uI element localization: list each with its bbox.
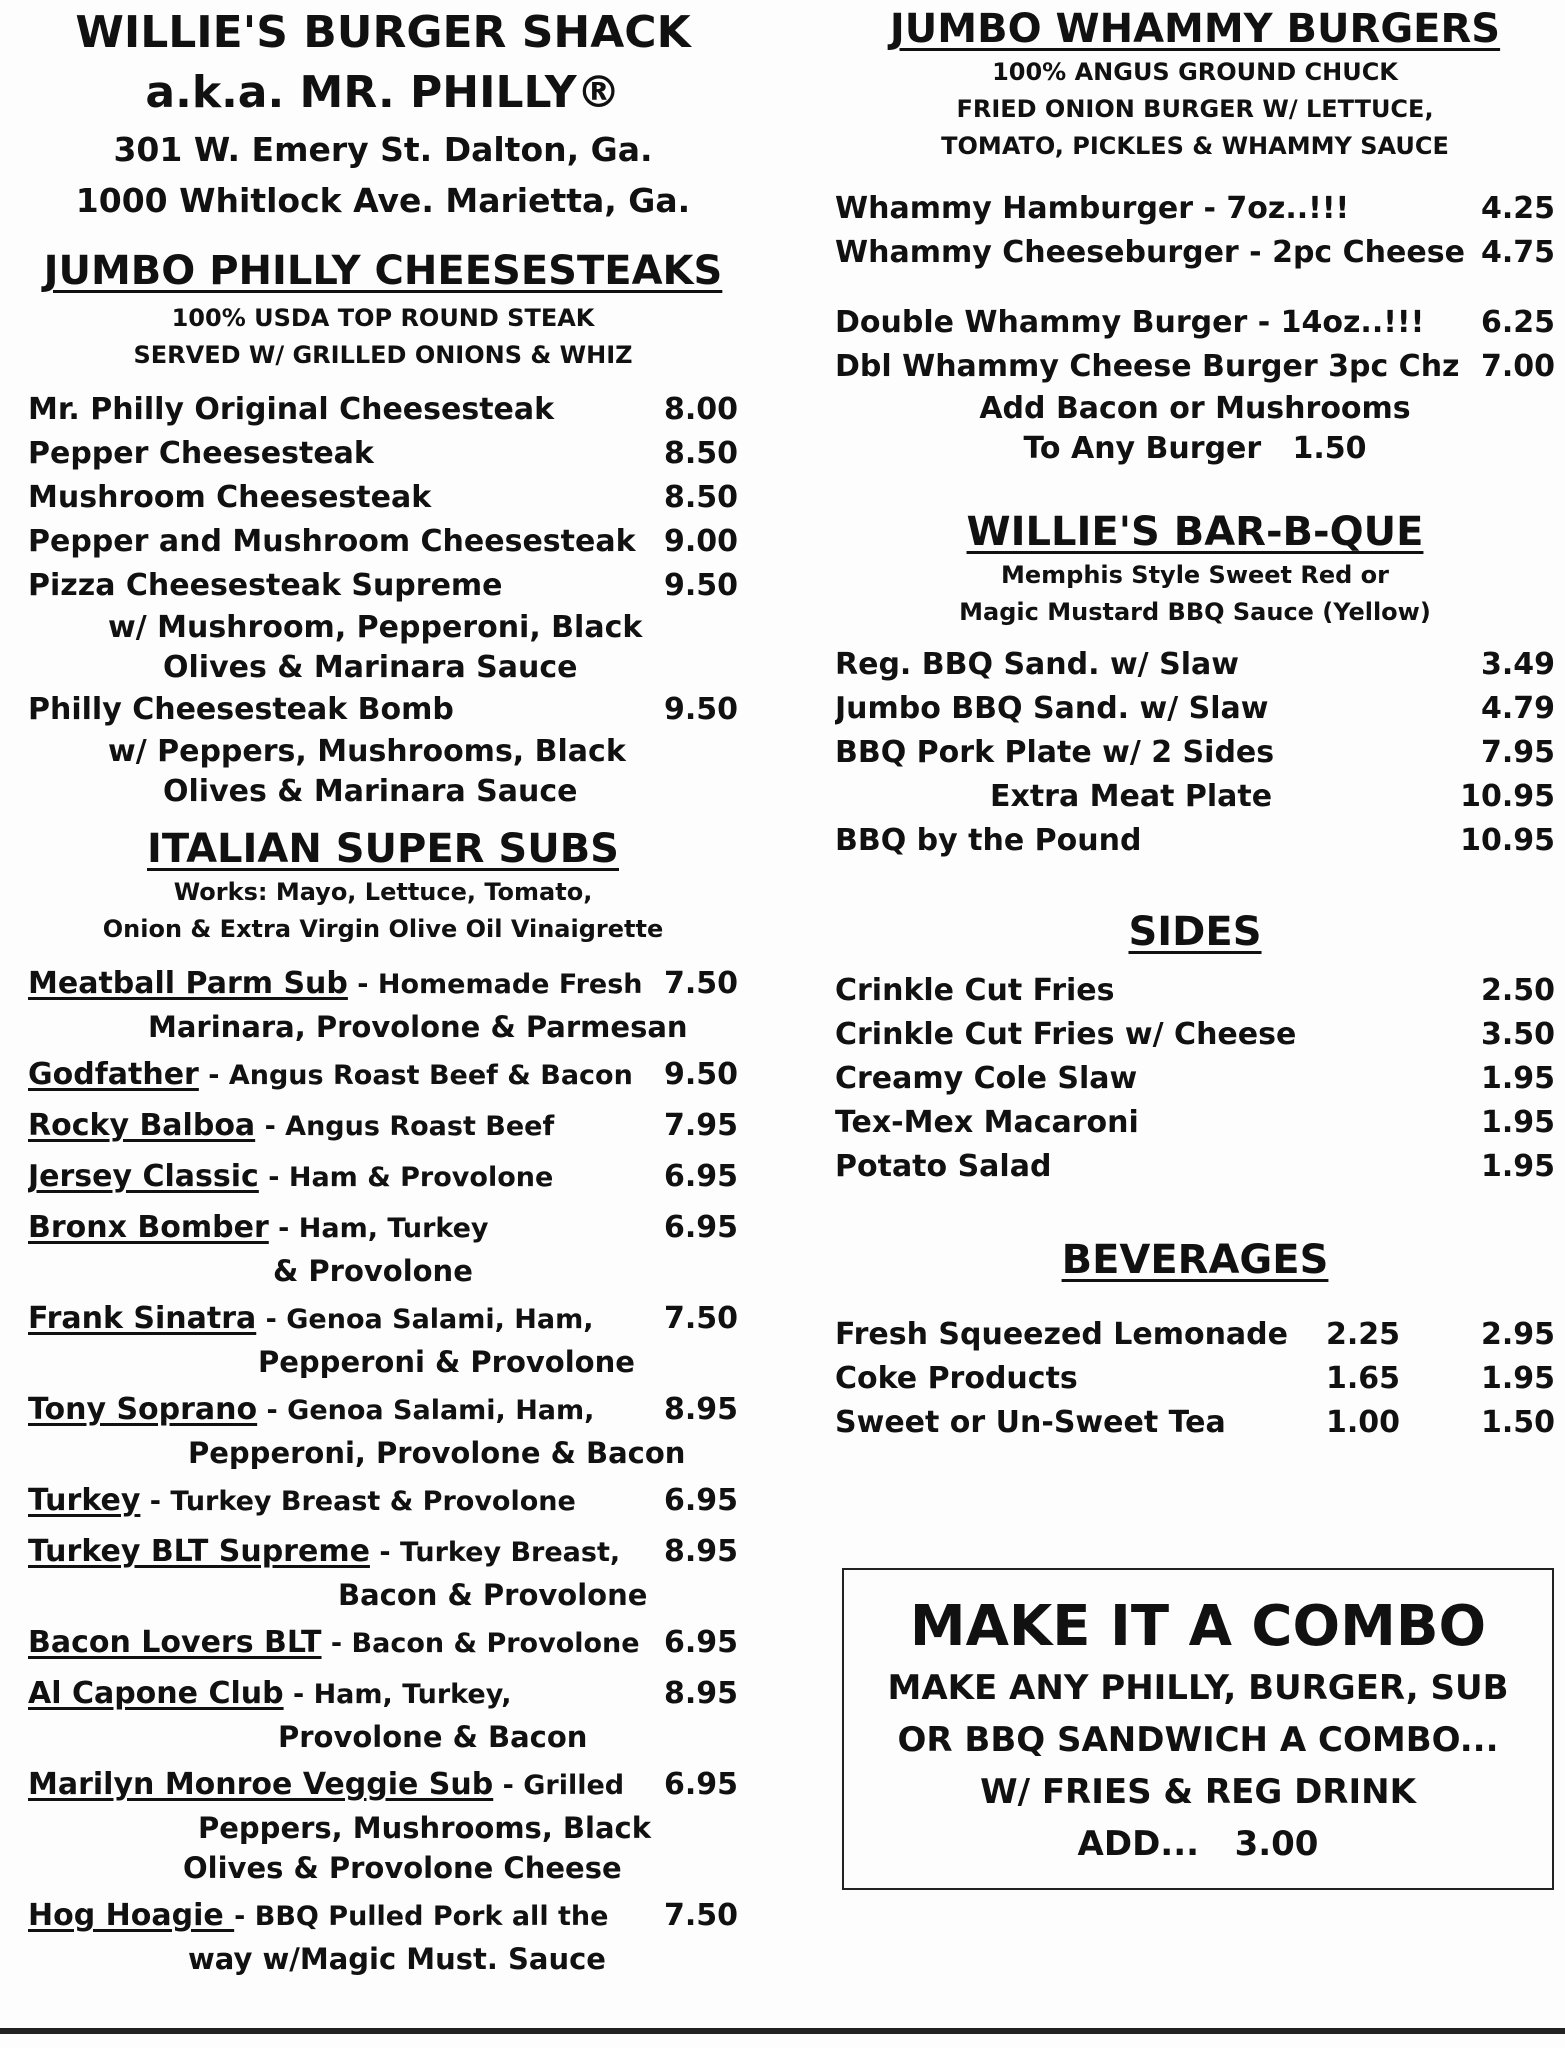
sub-name: Marilyn Monroe Veggie Sub <box>28 1767 494 1802</box>
menu-item: Pepper and Mushroom Cheesesteak 9.00 <box>28 524 738 559</box>
sub-description-continued: way w/Magic Must. Sauce <box>188 1942 606 1976</box>
sub-description-continued: Provolone & Bacon <box>278 1720 588 1754</box>
menu-item <box>28 962 738 1007</box>
sub-name: Al Capone Club <box>28 1676 284 1711</box>
menu-item <box>28 1155 738 1200</box>
sub-name: Bacon Lovers BLT <box>28 1625 322 1660</box>
burger-addon-1: Add Bacon or Mushrooms <box>979 391 1411 426</box>
burgers-subtitle-3: TOMATO, PICKLES & WHAMMY SAUCE <box>941 132 1449 160</box>
sub-description-continued: Pepperoni, Provolone & Bacon <box>188 1436 686 1470</box>
menu-item: Potato Salad 1.95 <box>835 1149 1555 1184</box>
burgers-heading: JUMBO WHAMMY BURGERS <box>889 6 1501 52</box>
menu-item: Reg. BBQ Sand. w/ Slaw 3.49 <box>835 647 1555 682</box>
sub-name: Godfather <box>28 1057 199 1092</box>
sub-description: - Genoa Salami, Ham, <box>257 1395 595 1426</box>
sub-price: 6.95 <box>663 1767 738 1802</box>
sub-name: Hog Hoagie <box>28 1898 235 1933</box>
sub-description: - Homemade Fresh <box>347 969 643 1000</box>
combo-box <box>842 1568 1554 1890</box>
menu-item: Fresh Squeezed Lemonade 2.25 2.95 <box>835 1317 1555 1352</box>
bbq-list <box>835 643 1555 863</box>
menu-item: Whammy Cheeseburger - 2pc Cheese 4.75 <box>835 235 1555 270</box>
address-dalton: 301 W. Emery St. Dalton, Ga. <box>113 130 653 169</box>
sub-name: Turkey BLT Supreme <box>28 1534 370 1569</box>
menu-item: Mushroom Cheesesteak 8.50 <box>28 480 738 515</box>
sub-price: 7.95 <box>663 1108 738 1143</box>
bbq-heading: WILLIE'S BAR-B-QUE <box>966 509 1424 555</box>
sub-description: - Ham, Turkey <box>268 1213 489 1244</box>
menu-item <box>28 1053 738 1098</box>
philly-list <box>28 388 738 812</box>
sub-description-continued: Bacon & Provolone <box>338 1578 648 1612</box>
sub-name: Bronx Bomber <box>28 1210 269 1245</box>
sub-price: 7.50 <box>663 966 738 1001</box>
bbq-subtitle-2: Magic Mustard BBQ Sauce (Yellow) <box>959 598 1431 626</box>
right-column <box>835 0 1555 1445</box>
item-description: w/ Peppers, Mushrooms, Black <box>108 734 626 769</box>
philly-subtitle-2: SERVED W/ GRILLED ONIONS & WHIZ <box>133 341 633 369</box>
sub-price: 6.95 <box>663 1625 738 1660</box>
sides-heading: SIDES <box>1128 909 1262 955</box>
menu-item: Tex-Mex Macaroni 1.95 <box>835 1105 1555 1140</box>
sub-description: - Bacon & Provolone <box>321 1628 640 1659</box>
beverages-list <box>835 1313 1555 1445</box>
sub-name: Frank Sinatra <box>28 1301 257 1336</box>
page-edge-divider <box>0 2028 1565 2034</box>
sub-description: - Turkey Breast & Provolone <box>140 1486 576 1517</box>
menu-item: Mr. Philly Original Cheesesteak 8.00 <box>28 392 738 427</box>
sub-description-continued: Olives & Provolone Cheese <box>183 1851 622 1885</box>
menu-item <box>28 1388 738 1433</box>
sub-description: - BBQ Pulled Pork all the <box>234 1901 609 1932</box>
sub-price: 6.95 <box>663 1159 738 1194</box>
left-column <box>28 0 738 1979</box>
combo-title: MAKE IT A COMBO <box>909 1594 1487 1659</box>
menu-item: BBQ by the Pound 10.95 <box>835 823 1555 858</box>
menu-item: Coke Products 1.65 1.95 <box>835 1361 1555 1396</box>
combo-line-2: OR BBQ SANDWICH A COMBO... <box>897 1720 1499 1760</box>
combo-line-3: W/ FRIES & REG DRINK <box>980 1772 1416 1812</box>
menu-item <box>28 1479 738 1524</box>
item-description: Olives & Marinara Sauce <box>163 774 578 809</box>
sub-description: - Genoa Salami, Ham, <box>256 1304 594 1335</box>
menu-item: Pizza Cheesesteak Supreme 9.50 <box>28 568 738 603</box>
address-marietta: 1000 Whitlock Ave. Marietta, Ga. <box>75 181 691 220</box>
sub-price: 8.95 <box>663 1676 738 1711</box>
sub-description: - Ham & Provolone <box>258 1162 554 1193</box>
sub-name: Rocky Balboa <box>28 1108 256 1143</box>
subs-subtitle-2: Onion & Extra Virgin Olive Oil Vinaigrette <box>102 915 664 943</box>
philly-heading: JUMBO PHILLY CHEESESTEAKS <box>43 248 723 294</box>
menu-item <box>28 1763 738 1808</box>
subs-subtitle-1: Works: Mayo, Lettuce, Tomato, <box>173 878 593 906</box>
subs-list <box>28 962 738 1979</box>
restaurant-name: WILLIE'S BURGER SHACK <box>75 7 691 58</box>
menu-item: Crinkle Cut Fries 2.50 <box>835 973 1555 1008</box>
sub-price: 6.95 <box>663 1483 738 1518</box>
sub-price: 6.95 <box>663 1210 738 1245</box>
menu-item: Double Whammy Burger - 14oz..!!! 6.25 <box>835 305 1555 340</box>
sub-name: Turkey <box>28 1483 141 1518</box>
burgers-subtitle-2: FRIED ONION BURGER W/ LETTUCE, <box>956 95 1434 123</box>
sub-description: - Angus Roast Beef <box>255 1111 555 1142</box>
sub-description-continued: Marinara, Provolone & Parmesan <box>148 1010 688 1044</box>
sub-name: Meatball Parm Sub <box>28 966 348 1001</box>
sub-description-continued: Pepperoni & Provolone <box>258 1345 635 1379</box>
menu-item: Dbl Whammy Cheese Burger 3pc Chz 7.00 <box>835 349 1555 384</box>
sub-description: - Turkey Breast, <box>369 1537 621 1568</box>
menu-item: Philly Cheesesteak Bomb 9.50 <box>28 692 738 727</box>
menu-item <box>28 1672 738 1717</box>
menu-item <box>28 1104 738 1149</box>
menu-item: Whammy Hamburger - 7oz..!!! 4.25 <box>835 191 1555 226</box>
menu-item: Jumbo BBQ Sand. w/ Slaw 4.79 <box>835 691 1555 726</box>
restaurant-aka: a.k.a. MR. PHILLY® <box>145 67 621 118</box>
philly-subtitle-1: 100% USDA TOP ROUND STEAK <box>171 304 595 332</box>
menu-item: Creamy Cole Slaw 1.95 <box>835 1061 1555 1096</box>
sub-price: 9.50 <box>663 1057 738 1092</box>
item-description: Olives & Marinara Sauce <box>163 650 578 685</box>
burgers-list <box>835 187 1555 469</box>
menu-item <box>28 1206 738 1251</box>
beverages-heading: BEVERAGES <box>1061 1237 1329 1283</box>
bbq-subtitle-1: Memphis Style Sweet Red or <box>1000 561 1390 589</box>
menu-item <box>28 1297 738 1342</box>
sub-price: 8.95 <box>663 1392 738 1427</box>
subs-heading: ITALIAN SUPER SUBS <box>147 826 619 872</box>
sub-price: 7.50 <box>663 1301 738 1336</box>
sub-description: - Angus Roast Beef & Bacon <box>198 1060 633 1091</box>
sub-name: Jersey Classic <box>28 1159 259 1194</box>
menu-item: Sweet or Un-Sweet Tea 1.00 1.50 <box>835 1405 1555 1440</box>
menu-item <box>28 1621 738 1666</box>
menu-item <box>28 1894 738 1939</box>
sub-description-continued: & Provolone <box>273 1254 473 1288</box>
sub-description-continued: Peppers, Mushrooms, Black <box>198 1811 652 1845</box>
sub-name: Tony Soprano <box>28 1392 258 1427</box>
menu-item: Pepper Cheesesteak 8.50 <box>28 436 738 471</box>
burgers-subtitle-1: 100% ANGUS GROUND CHUCK <box>992 58 1398 86</box>
item-description: w/ Mushroom, Pepperoni, Black <box>108 610 643 645</box>
sub-price: 7.50 <box>663 1898 738 1933</box>
combo-line-1: MAKE ANY PHILLY, BURGER, SUB <box>887 1668 1509 1708</box>
menu-item: BBQ Pork Plate w/ 2 Sides 7.95 <box>835 735 1555 770</box>
sides-list <box>835 969 1555 1189</box>
sub-price: 8.95 <box>663 1534 738 1569</box>
burger-addon-2: To Any Burger 1.50 <box>1023 431 1367 466</box>
sub-description: - Ham, Turkey, <box>283 1679 512 1710</box>
sub-description: - Grilled <box>493 1770 625 1801</box>
menu-item: Extra Meat Plate 10.95 <box>990 779 1555 814</box>
combo-line-4: ADD... 3.00 <box>1077 1824 1319 1864</box>
menu-item <box>28 1530 738 1575</box>
menu-item: Crinkle Cut Fries w/ Cheese 3.50 <box>835 1017 1555 1052</box>
